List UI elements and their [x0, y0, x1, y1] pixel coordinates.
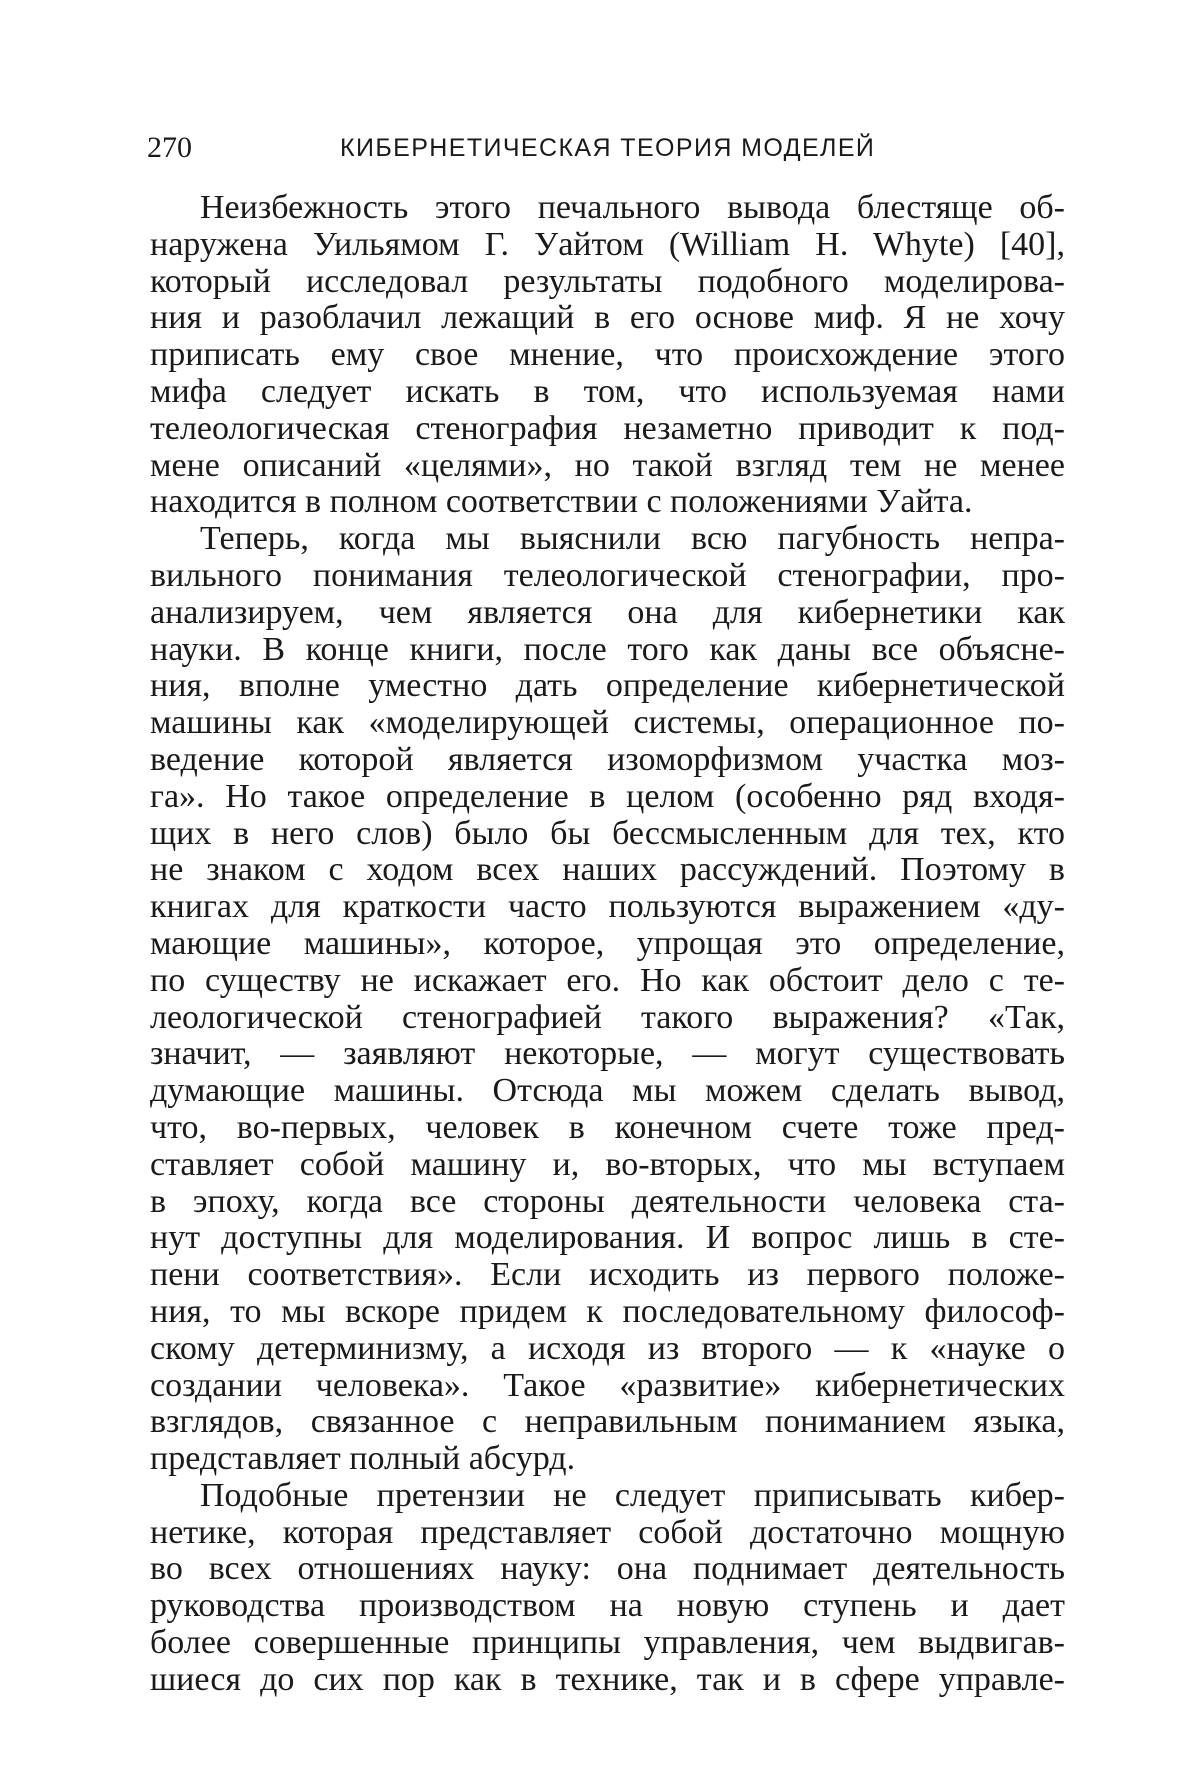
text-line: мене описаний «целями», но такой взгляд тем не менее: [150, 446, 1065, 484]
text-line: значит, — заявляют некоторые, — могут существовать: [150, 1035, 1065, 1073]
page-number: 270: [147, 131, 192, 164]
text-line: думающие машины. Отсюда мы можем сделать вывод,: [150, 1072, 1065, 1110]
text-line: взглядов, связанное с неправильным пониманием языка,: [150, 1403, 1065, 1441]
text-line: нетике, которая представляет собой достаточно мощную: [150, 1513, 1065, 1551]
text-line: в эпоху, когда все стороны деятельности человека ста-: [150, 1182, 1065, 1220]
text-line: находится в полном соответствии с положениями Уайта.: [150, 483, 973, 521]
text-line: руководства производством на новую ступень и дает: [150, 1587, 1065, 1625]
text-line: скому детерминизму, а исходя из второго — к «науке о: [150, 1329, 1065, 1367]
text-line: по существу не искажает его. Но как обстоит дело с те-: [150, 961, 1065, 999]
paragraph: [150, 190, 1065, 521]
text-line: нут доступны для моделирования. И вопрос лишь в сте-: [150, 1219, 1065, 1257]
text-line: книгах для краткости часто пользуются выражением «ду-: [150, 888, 1065, 926]
text-line: Подобные претензии не следует приписывать кибер-: [200, 1476, 1065, 1514]
text-line: приписать ему свое мнение, что происхождение этого: [150, 336, 1065, 374]
text-line: создании человека». Такое «развитие» кибернетических: [150, 1366, 1065, 1404]
text-line: ния, вполне уместно дать определение кибернетической: [150, 667, 1065, 705]
text-line: га». Но такое определение в целом (особенно ряд входя-: [150, 777, 1065, 815]
running-head: КИБЕРНЕТИЧЕСКАЯ ТЕОРИЯ МОДЕЛЕЙ: [340, 134, 876, 162]
text-line: наружена Уильямом Г. Уайтом (William H. Whyte) [40],: [150, 225, 1065, 263]
text-line: который исследовал результаты подобного моделирова-: [150, 262, 1065, 300]
paragraph: [150, 521, 1065, 1478]
text-line: вильного понимания телеологической стенографии, про-: [150, 556, 1065, 594]
text-line: анализируем, чем является она для кибернетики как: [150, 593, 1065, 631]
text-line: науки. В конце книги, после того как даны все объясне-: [150, 630, 1065, 668]
text-line: ставляет собой машину и, во-вторых, что мы вступаем: [150, 1145, 1065, 1183]
text-line: телеологическая стенография незаметно приводит к под-: [150, 409, 1065, 447]
text-line: что, во-первых, человек в конечном счете тоже пред-: [150, 1108, 1065, 1146]
text-line: машины как «моделирующей системы, операционное по-: [150, 704, 1065, 742]
text-line: ния, то мы вскоре придем к последовательному философ-: [150, 1292, 1065, 1330]
text-line: щих в него слов) было бы бессмысленным для тех, кто: [150, 814, 1065, 852]
text-line: Теперь, когда мы выяснили всю пагубность непра-: [200, 520, 1065, 558]
text-line: Неизбежность этого печального вывода блестяще об-: [200, 189, 1065, 226]
text-line: шиеся до сих пор как в технике, так и в сфере управле-: [150, 1660, 1065, 1698]
text-line: ния и разоблачил лежащий в его основе миф. Я не хочу: [150, 299, 1065, 337]
text-line: леологической стенографией такого выражения? «Так,: [150, 998, 1065, 1036]
text-line: пени соответствия». Если исходить из первого положе-: [150, 1256, 1065, 1294]
text-line: мающие машины», которое, упрощая это определение,: [150, 924, 1065, 962]
text-line: более совершенные принципы управления, чем выдвигав-: [150, 1624, 1065, 1662]
text-line: не знаком с ходом всех наших рассуждений. Поэтому в: [150, 851, 1065, 889]
paragraph: [150, 1478, 1065, 1699]
text-line: мифа следует искать в том, что используемая нами: [150, 372, 1065, 410]
text-line: ведение которой является изоморфизмом участка моз-: [150, 740, 1065, 778]
body-text: [150, 190, 1065, 1699]
page-header: [147, 128, 1067, 168]
text-line: представляет полный абсурд.: [150, 1440, 576, 1478]
text-line: во всех отношениях науку: она поднимает деятельность: [150, 1550, 1065, 1588]
